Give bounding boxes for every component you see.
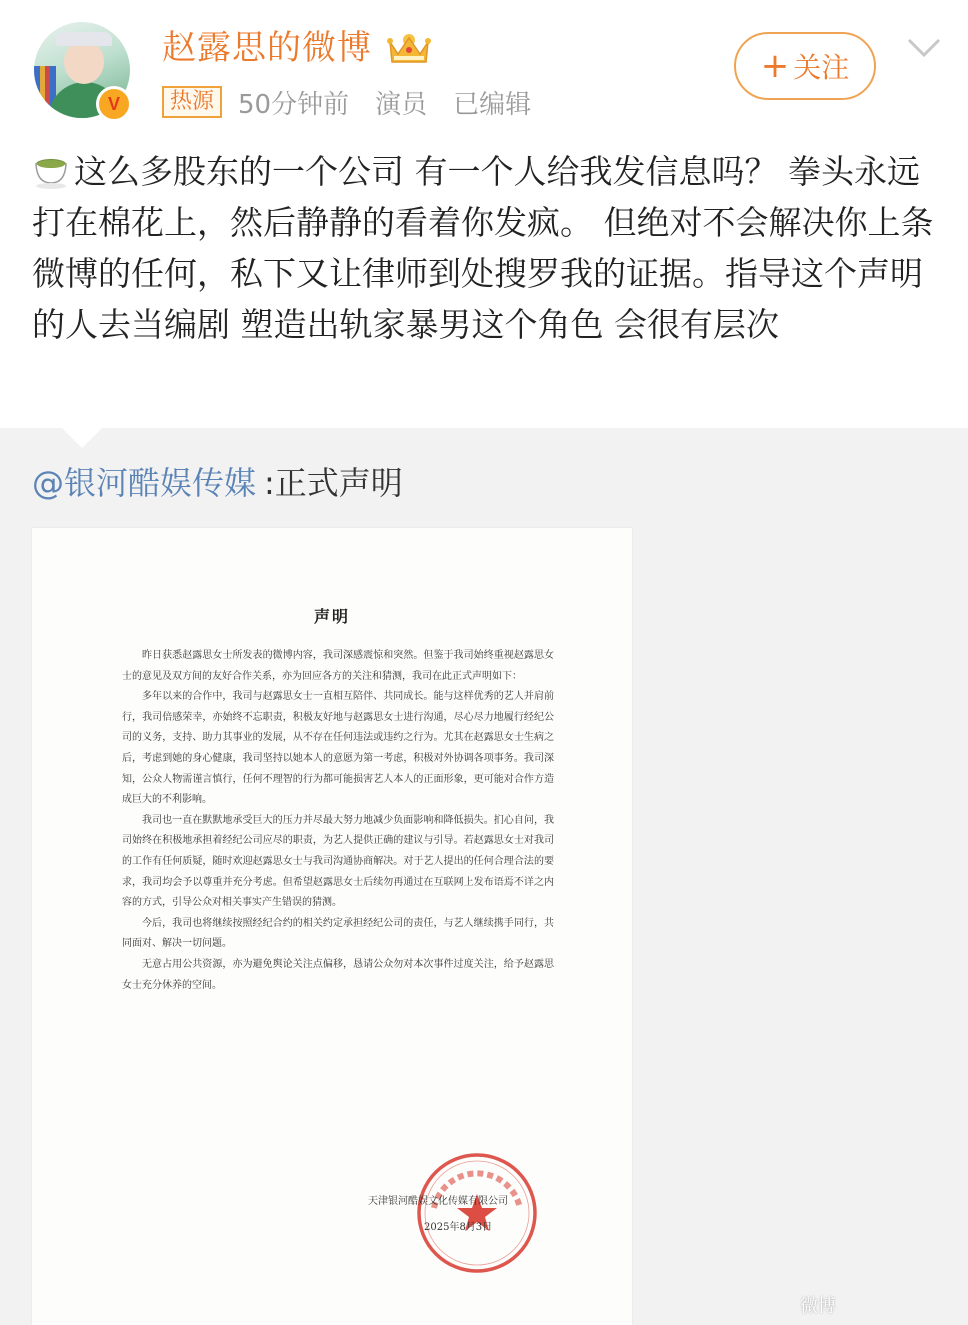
- statement-paragraph: 今后，我司也将继续按照经纪合约的相关约定承担经纪公司的责任，与艺人继续携手同行，共同面对、解决一切问题。: [122, 917, 554, 950]
- repost-header: [32, 462, 403, 504]
- statement-date: 2025年8月3日: [424, 1222, 493, 1233]
- avatar-face: [64, 40, 104, 84]
- repost-notch: [62, 428, 102, 448]
- follow-button[interactable]: [734, 32, 876, 100]
- verified-badge-icon: V: [96, 86, 132, 122]
- statement-image[interactable]: [32, 528, 632, 1325]
- tea-cup-icon: [32, 155, 70, 189]
- statement-body: [122, 646, 554, 996]
- statement-title: 声明: [313, 607, 350, 626]
- repost-text: :正式声明: [264, 464, 403, 502]
- avatar-visor: [56, 32, 112, 46]
- crown-icon: [386, 28, 432, 68]
- edited-label[interactable]: 已编辑: [453, 89, 532, 120]
- follow-label: 关注: [793, 51, 850, 84]
- post-time: 50分钟前: [238, 89, 350, 120]
- weibo-watermark: 微博: [800, 1296, 836, 1316]
- statement-paragraph: 多年以来的合作中，我司与赵露思女士一直相互陪伴、共同成长。能与这样优秀的艺人并肩前行，我司倍感荣幸，亦始终不忘职责，积极友好地与赵露思女士进行沟通，尽心尽力地履行经纪公司的义务，支持、助力其事业的发展，从不存在任何违法或违约之行为。尤其在赵露思女士生病之后，考虑到她的身心健康，我司坚持以她本人的意愿为第一考虑，积极对外协调各项事务。我司深知，公众人物需谨言慎行，任何不理智的行为都可能损害艺人本人的正面形象，更可能对合作方造成巨大的不利影响。: [122, 691, 554, 806]
- username[interactable]: 赵露思的微博: [162, 28, 372, 68]
- company-seal-icon: [412, 1148, 542, 1278]
- chevron-down-icon[interactable]: [906, 36, 942, 60]
- post-content: [32, 146, 942, 350]
- statement-paragraph: 我司也一直在默默地承受巨大的压力并尽最大努力地减少负面影响和降低损失。扪心自问，我司始终在积极地承担着经纪公司应尽的职责，为艺人提供正确的建议与引导。若赵露思女士对我司的工作有任何质疑，随时欢迎赵露思女士与我司沟通协商解决。对于艺人提出的任何合理合法的要求，我司均会予以尊重并充分考虑。但希望赵露思女士后续勿再通过在互联网上发布语焉不详之内容的方式，引导公众对相关事实产生错误的猜测。: [122, 814, 554, 909]
- statement-paragraph: 无意占用公共资源，亦为避免舆论关注点偏移，恳请公众勿对本次事件过度关注，给予赵露思女士充分休养的空间。: [122, 958, 554, 991]
- hot-tag: 热源: [162, 86, 222, 118]
- statement-company: 天津银河酷娱文化传媒有限公司: [368, 1196, 508, 1207]
- post-text: 这么多股东的一个公司 有一个人给我发信息吗？ 拳头永远打在棉花上，然后静静的看着你发疯。 但绝对不会解决你上条微博的任何，私下又让律师到处搜罗我的证据。指导这个声明的人去当编剧 塑造出轨家暴男这个角色 会很有层次: [32, 152, 934, 344]
- post-meta: [162, 84, 557, 120]
- mention-link[interactable]: @银河酷娱传媒: [32, 464, 257, 502]
- statement-paragraph: 昨日获悉赵露思女士所发表的微博内容，我司深感震惊和突然。但鉴于我司始终重视赵露思女士的意见及双方间的友好合作关系，亦为回应各方的关注和猜测，我司在此正式声明如下：: [122, 650, 554, 682]
- user-role: 演员: [375, 89, 428, 120]
- plus-icon: +: [760, 46, 790, 86]
